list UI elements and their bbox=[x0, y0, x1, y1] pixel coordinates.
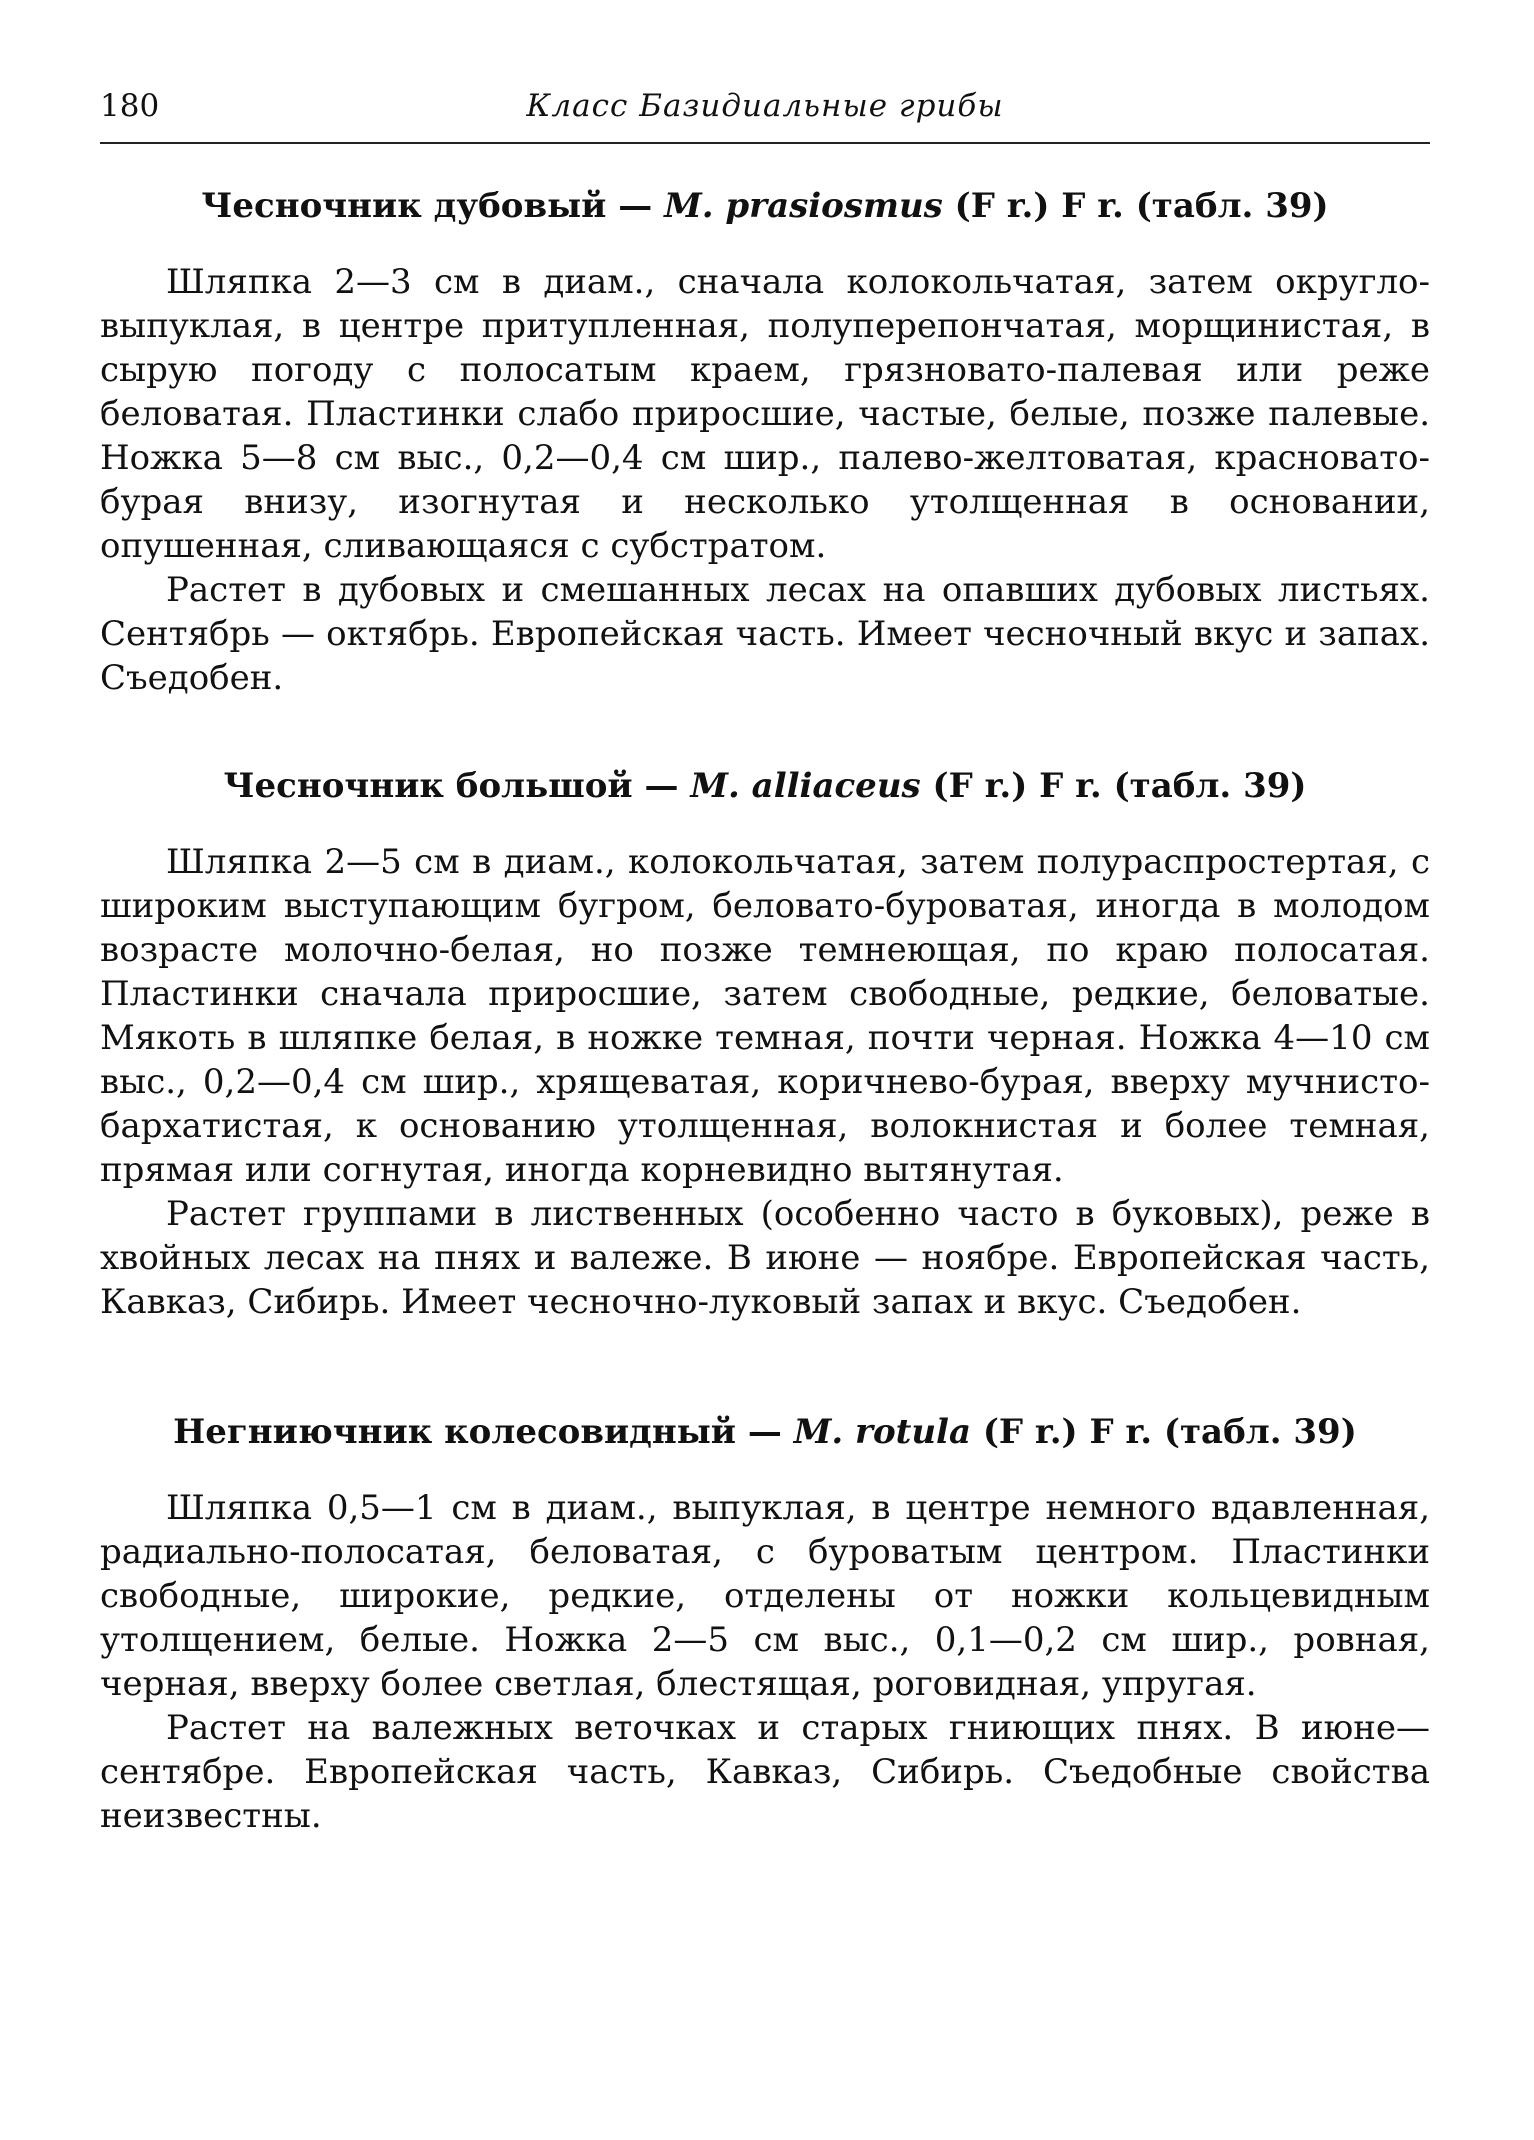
species-entry bbox=[100, 184, 1430, 700]
heading-dash: — bbox=[736, 1412, 794, 1452]
habitat-paragraph: Растет в дубовых и смешанных лесах на опавших дубовых листьях. Сентябрь — октябрь. Европейская часть. Имеет чесночный вкус и запах. Съедобен. bbox=[100, 570, 1430, 698]
latin-species: alliaceus bbox=[751, 766, 921, 806]
entry-heading bbox=[100, 184, 1430, 228]
common-name: Негниючник колесовидный bbox=[173, 1412, 737, 1452]
entry-heading bbox=[100, 764, 1430, 808]
habitat-paragraph: Растет на валежных веточках и старых гниющих пнях. В июне— сентябре. Европейская часть, Кавказ, Сибирь. Съедобные свойства неизвестны. bbox=[100, 1708, 1430, 1836]
page-header bbox=[100, 88, 1430, 132]
entry-heading bbox=[100, 1410, 1430, 1454]
common-name: Чесночник большой bbox=[223, 766, 633, 806]
authority: (F r.) F r. (табл. 39) bbox=[971, 1412, 1357, 1452]
latin-genus: M. bbox=[793, 1412, 844, 1452]
species-entry bbox=[100, 764, 1430, 1324]
header-rule bbox=[100, 142, 1430, 144]
description-paragraph: Шляпка 2—5 см в диам., колокольчатая, затем полураспростертая, с широким выступающим бугром, беловато-буроватая, иногда в молодом возрасте молочно-белая, но позже темнеющая, по краю полосатая. Пластинки сначала приросшие, затем свободные, редкие, беловатые. Мякоть в шляпке белая, в ножке темная, почти черная. Ножка 4—10 см выс., 0,2—0,4 см шир., хрящеватая, коричнево-бурая, вверху мучнисто-бархатистая, к основанию утолщенная, волокнистая и более темная, прямая или согнутая, иногда корневидно вытянутая. bbox=[100, 842, 1430, 1190]
book-page bbox=[100, 88, 1430, 1838]
latin-genus: M. bbox=[664, 186, 714, 226]
running-title: Класс Базидиальные грибы bbox=[526, 88, 1004, 124]
habitat-paragraph: Растет группами в лиственных (особенно часто в буковых), реже в хвойных лесах на пнях и валеже. В июне — ноябре. Европейская часть, Кавказ, Сибирь. Имеет чесночно-луковый запах и вкус. Съедобен. bbox=[100, 1194, 1430, 1322]
authority: (F r.) F r. (табл. 39) bbox=[920, 766, 1307, 806]
latin-species: prasiosmus bbox=[725, 186, 943, 226]
heading-dash: — bbox=[632, 766, 691, 806]
latin-species: rotula bbox=[855, 1412, 971, 1452]
common-name: Чесночник дубовый bbox=[201, 186, 607, 226]
authority: (F r.) F r. (табл. 39) bbox=[942, 186, 1329, 226]
species-entry bbox=[100, 1410, 1430, 1838]
heading-dash: — bbox=[606, 186, 665, 226]
latin-genus: M. bbox=[690, 766, 740, 806]
page-number: 180 bbox=[100, 88, 160, 124]
description-paragraph: Шляпка 2—3 см в диам., сначала колокольчатая, затем округло-выпуклая, в центре притупленная, полуперепончатая, морщинистая, в сырую погоду с полосатым краем, грязновато-палевая или реже беловатая. Пластинки слабо приросшие, частые, белые, позже палевые. Ножка 5—8 см выс., 0,2—0,4 см шир., палево-желтоватая, красновато-бурая внизу, изогнутая и несколько утолщенная в основании, опушенная, сливающаяся с субстратом. bbox=[100, 262, 1430, 566]
description-paragraph: Шляпка 0,5—1 см в диам., выпуклая, в центре немного вдавленная, радиально-полосатая, беловатая, с буроватым центром. Пластинки свободные, широкие, редкие, отделены от ножки кольцевидным утолщением, белые. Ножка 2—5 см выс., 0,1—0,2 см шир., ровная, черная, вверху более светлая, блестящая, роговидная, упругая. bbox=[100, 1488, 1430, 1704]
